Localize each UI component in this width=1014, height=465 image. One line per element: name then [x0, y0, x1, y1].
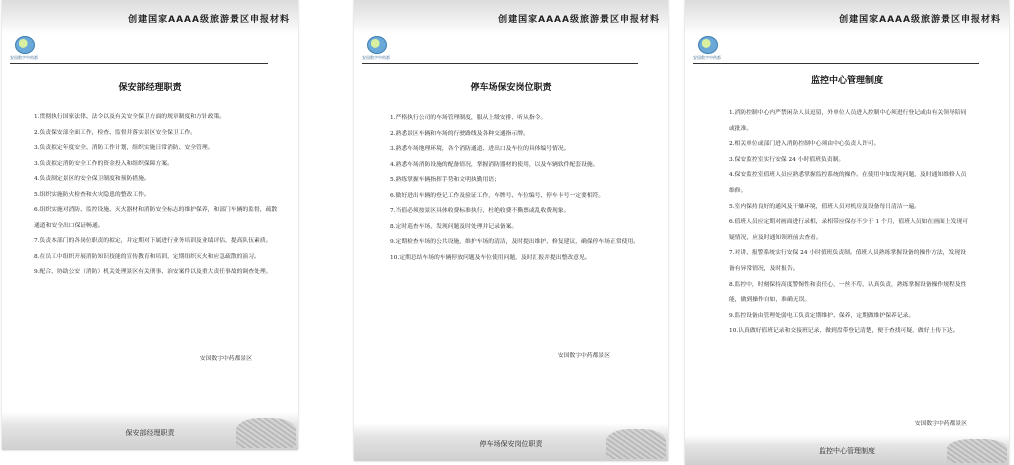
- scenic-area-logo: [693, 36, 723, 62]
- signature: 安国数字中药都景区: [557, 353, 610, 359]
- document-title: 停车场保安岗位职责: [470, 83, 552, 93]
- paragraph: 1.贯彻执行国家法律、法令以及有关安全保卫方面的规章制度和方针政策。: [34, 114, 226, 120]
- logo-text: 安国数字中药都: [10, 55, 38, 60]
- page-banner: [354, 0, 668, 34]
- paragraph: 6.组织实施对消防、监控设施、灭火器材和消防安全标志的维护保养，和部门车辆的监督，疏散通道和安全出口保证畅通。: [34, 207, 278, 229]
- paragraph: 9.监控设备由管理处弱电工负责定期维护、保养，定期做维护保养记录。: [729, 312, 915, 319]
- signature: 安国数字中药都景区: [199, 356, 252, 362]
- paragraph: 8.监控中，时刻保持高度警惕性和责任心，一丝不苟，认真负责，熟练掌握设备操作规程及性能，做到操作自如，准确无误。: [729, 281, 967, 304]
- banner-text: 创建国家AAAA级旅游景区申报材料: [498, 15, 660, 25]
- logo-icon: [367, 36, 387, 54]
- paragraph: 10.认真做好值班记录和交接班记录，做到盘带登记清楚，便于查找可疑，做好上传下达。: [729, 328, 959, 335]
- paragraph: 9.定期检查车场的公共设施，维护车场的清洁，及时提出维护、修复建议，确保停车场正常使用。: [390, 239, 640, 245]
- paragraph: 9.配合、协助公安（消防）机关处理景区有关刑事、治安案件以及重大责任事故的调查处理。: [34, 269, 272, 275]
- page-footer: [685, 435, 1009, 465]
- paragraph: 3.保安监控室实行安保 24 小时值班负责制。: [729, 156, 845, 163]
- paragraph: 5.熟练掌握车辆指挥手势和文明执勤用语；: [390, 177, 500, 183]
- paragraph: 2.负责保安部全面工作，检查、监督并落实景区安全保卫工作。: [34, 129, 197, 136]
- paragraph: 4.熟悉车场消防设施的配备情况，掌握消防器材的使用，以及车辆软件配套设施。: [390, 161, 599, 168]
- signature: 安国数字中药都景区: [914, 421, 967, 427]
- page-banner: [2, 0, 298, 34]
- document-page-1: [2, 0, 298, 450]
- paragraph: 10.定期总结车场的车辆停放问题及车位使用问题，及时汇报并提出整改意见。: [390, 254, 591, 261]
- paragraph: 4.负责制定景区的安全保卫制度和预防措施。: [34, 176, 150, 182]
- banner-text: 创建国家AAAA级旅游景区申报材料: [839, 15, 1001, 25]
- paragraph: 1.严格执行公司的车场管理制度，服从上级安排、听从指令。: [390, 115, 547, 121]
- page-banner: [685, 0, 1009, 34]
- document-title: 保安部经理职责: [118, 83, 182, 93]
- paragraph: 2.熟悉景区车辆和车场的行驶路线及各种交通指示牌。: [390, 130, 529, 137]
- footer-label: 保安部经理职责: [125, 429, 175, 437]
- document-page-2: [354, 0, 668, 461]
- paragraph: 7.对讲、报警系统实行安保 24 小时值班负责制。值班人员熟练掌握设备的操作方法，发现设备有异常情况，及时报告。: [729, 250, 966, 272]
- document-body: [729, 106, 969, 340]
- page-footer: [354, 423, 668, 461]
- paragraph: 8.在员工中组织开展消防知识技能的宣传教育和培训，定期组织灭火和应急疏散的演习。: [34, 253, 260, 260]
- logo-icon: [698, 36, 718, 54]
- paragraph: 5.组织实施防火检查和火灾隐患的整改工作。: [34, 191, 150, 198]
- paragraph: 8.定时巡查车场，发现问题及时处理并记录备案。: [390, 223, 518, 230]
- header-rule: [10, 63, 268, 64]
- paragraph: 3.负责拟定消防安全工作的资金投入和组织保障方案。: [34, 160, 173, 167]
- document-body: [34, 110, 282, 281]
- document-page-3: [685, 0, 1009, 465]
- logo-text: 安国数字中药都: [693, 55, 721, 60]
- logo-icon: [15, 36, 35, 54]
- logo-text: 安国数字中药都: [362, 55, 390, 60]
- paragraph: 6.值班人员应定期对画面进行录相，录相带应保存不少于 1 个月，值班人员如在画面上发现可疑情况，应及时通知领班前去查看。: [729, 219, 968, 241]
- document-title: 监控中心管理制度: [810, 76, 883, 86]
- paragraph: 7.负责本部门的各岗位职责的拟定，并定期对下属进行业务培训及业绩评估，提高队伍素质。: [34, 238, 272, 244]
- paragraph: 7.当值必须按景区具体收费标准执行，杜绝收费不撕票或乱收费现象。: [390, 208, 570, 214]
- paragraph: 3.负责拟定年度安全、消防工作计划，组织实施日常消防、安全管理。: [34, 145, 214, 151]
- header-rule: [693, 63, 979, 64]
- footer-label: 监控中心管理制度: [819, 447, 875, 455]
- document-body: [390, 111, 650, 266]
- banner-text: 创建国家AAAA级旅游景区申报材料: [128, 15, 290, 25]
- footer-label: 停车场保安岗位职责: [479, 440, 543, 448]
- paragraph: 3.熟悉车场地理环境，各个消防通道、进出口及车位的具体编号情况。: [390, 146, 570, 152]
- scenic-area-logo: [10, 36, 40, 62]
- paragraph: 1.消防控制中心内严禁闲杂人员逗留，外单位人员进入控制中心须进行登记或由有关领导陪同或批准。: [729, 110, 967, 132]
- header-rule: [362, 63, 638, 64]
- page-footer: [2, 412, 298, 450]
- paragraph: 4.保安监控室值班人员应熟悉掌握监控系统的操作。在使用中如发现问题，及时通知维修人员维修。: [729, 172, 967, 194]
- paragraph: 6.做好进出车辆的登记工作及验证工作，车牌号、车位编号、停车卡号一定要相符。: [390, 192, 605, 199]
- paragraph: 5.室内保持良好的通风及干燥环境，值班人员对机房及设备每日清洁一遍。: [729, 203, 921, 210]
- scenic-area-logo: [362, 36, 392, 62]
- paragraph: 2.相关单位或部门进入消防控制中心须由中心负责人许可。: [729, 141, 880, 148]
